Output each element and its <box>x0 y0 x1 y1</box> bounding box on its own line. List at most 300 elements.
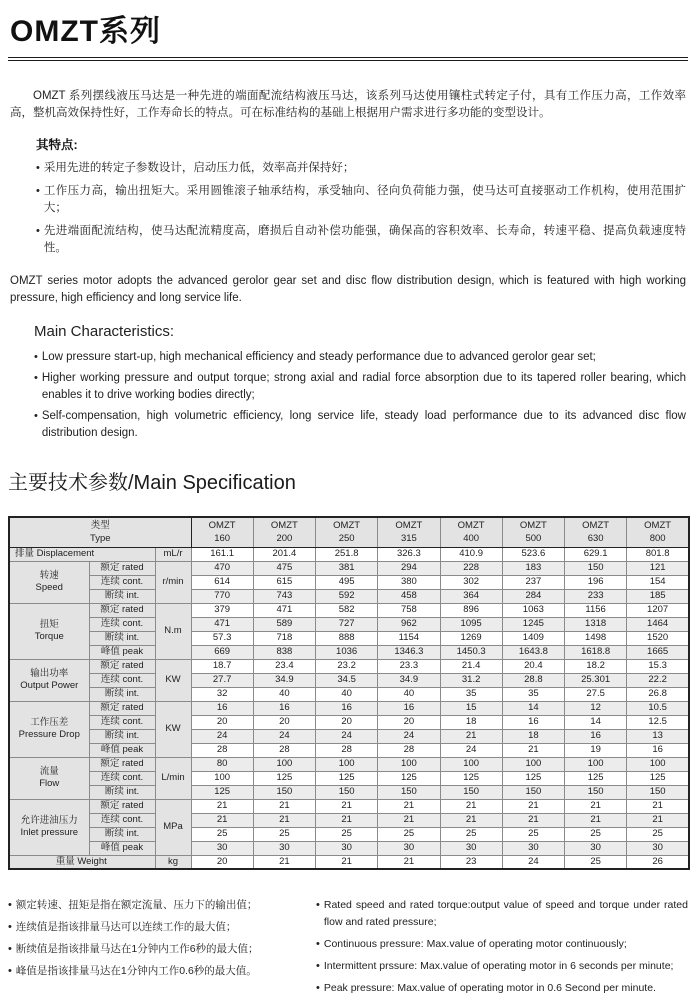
value-cell: 1450.3 <box>440 645 502 659</box>
sub-label-cell: 断续 int. <box>89 729 155 743</box>
table-row <box>9 785 689 799</box>
unit-cell: kg <box>155 855 191 869</box>
value-cell: 150 <box>253 785 315 799</box>
bullet-dot-icon: • <box>316 960 320 972</box>
value-cell: 28 <box>378 743 440 757</box>
value-cell: 13 <box>627 729 689 743</box>
value-cell: 154 <box>627 575 689 589</box>
value-cell: 15 <box>440 701 502 715</box>
value-cell: 100 <box>565 757 627 771</box>
value-cell: 18.7 <box>191 659 253 673</box>
value-cell: 183 <box>502 561 564 575</box>
sub-label-cell: 连续 cont. <box>89 673 155 687</box>
value-cell: 32 <box>191 687 253 701</box>
value-cell: 161.1 <box>191 547 253 561</box>
value-cell: 28 <box>191 743 253 757</box>
value-cell: 30 <box>253 841 315 855</box>
spec-table-head <box>9 517 689 547</box>
sub-label-cell: 额定 rated <box>89 603 155 617</box>
value-cell: 16 <box>627 743 689 757</box>
sub-label-cell: 额定 rated <box>89 701 155 715</box>
value-cell: 21 <box>502 743 564 757</box>
value-cell: 458 <box>378 589 440 603</box>
model-header-cell: OMZT 500 <box>502 517 564 547</box>
value-cell: 302 <box>440 575 502 589</box>
section-label-cell: 流量 Flow <box>9 757 89 799</box>
value-cell: 25 <box>378 827 440 841</box>
value-cell: 20 <box>191 715 253 729</box>
value-cell: 770 <box>191 589 253 603</box>
value-cell: 30 <box>378 841 440 855</box>
value-cell: 10.5 <box>627 701 689 715</box>
value-cell: 18 <box>502 729 564 743</box>
value-cell: 40 <box>253 687 315 701</box>
bullet-dot-icon: • <box>316 899 320 911</box>
bullet-item <box>34 408 686 442</box>
value-cell: 100 <box>316 757 378 771</box>
spec-table-body <box>9 547 689 869</box>
value-cell: 25 <box>565 827 627 841</box>
table-row <box>9 813 689 827</box>
sub-label-cell: 连续 cont. <box>89 813 155 827</box>
sub-label-cell: 断续 int. <box>89 589 155 603</box>
value-cell: 31.2 <box>440 673 502 687</box>
value-cell: 381 <box>316 561 378 575</box>
bullet-dot-icon: • <box>34 410 38 422</box>
value-cell: 24 <box>316 729 378 743</box>
value-cell: 495 <box>316 575 378 589</box>
sub-label-cell: 峰值 peak <box>89 841 155 855</box>
bullet-item <box>36 183 686 217</box>
value-cell: 125 <box>502 771 564 785</box>
value-cell: 1269 <box>440 631 502 645</box>
value-cell: 150 <box>565 785 627 799</box>
value-cell: 379 <box>191 603 253 617</box>
spec-header-row <box>9 517 689 547</box>
value-cell: 1498 <box>565 631 627 645</box>
bullet-item <box>8 941 310 958</box>
spec-section-heading: 主要技术参数/Main Specification <box>8 472 296 494</box>
value-cell: 28.8 <box>502 673 564 687</box>
value-cell: 21 <box>565 813 627 827</box>
bullet-dot-icon: • <box>8 899 12 911</box>
section-label-cell: 排量 Displacement <box>9 547 155 561</box>
value-cell: 21 <box>253 799 315 813</box>
value-cell: 21 <box>378 855 440 869</box>
sub-label-cell: 连续 cont. <box>89 575 155 589</box>
sub-label-cell: 连续 cont. <box>89 715 155 729</box>
bullet-text: 额定转速、扭矩是指在额定流量、压力下的输出值； <box>15 899 258 911</box>
value-cell: 24 <box>502 855 564 869</box>
bullet-item <box>36 160 686 177</box>
sub-label-cell: 额定 rated <box>89 659 155 673</box>
table-row <box>9 603 689 617</box>
value-cell: 962 <box>378 617 440 631</box>
value-cell: 14 <box>502 701 564 715</box>
value-cell: 26.8 <box>627 687 689 701</box>
bullet-text: Peak pressure: Max.value of operating motor in 0.6 Second per minute. <box>323 982 656 994</box>
value-cell: 21 <box>253 855 315 869</box>
bullet-text: 峰值是指该排量马达在1分钟内工作0.6秒的最大值。 <box>15 965 257 977</box>
value-cell: 1095 <box>440 617 502 631</box>
value-cell: 1036 <box>316 645 378 659</box>
value-cell: 125 <box>253 771 315 785</box>
value-cell: 12 <box>565 701 627 715</box>
value-cell: 888 <box>316 631 378 645</box>
sub-label-cell: 连续 cont. <box>89 617 155 631</box>
value-cell: 743 <box>253 589 315 603</box>
value-cell: 380 <box>378 575 440 589</box>
value-cell: 1318 <box>565 617 627 631</box>
value-cell: 125 <box>191 785 253 799</box>
value-cell: 14 <box>565 715 627 729</box>
value-cell: 21 <box>316 813 378 827</box>
value-cell: 1063 <box>502 603 564 617</box>
value-cell: 718 <box>253 631 315 645</box>
value-cell: 20.4 <box>502 659 564 673</box>
value-cell: 23.2 <box>316 659 378 673</box>
value-cell: 1154 <box>378 631 440 645</box>
value-cell: 16 <box>191 701 253 715</box>
value-cell: 30 <box>502 841 564 855</box>
value-cell: 18.2 <box>565 659 627 673</box>
table-row <box>9 617 689 631</box>
sub-label-cell: 峰值 peak <box>89 743 155 757</box>
unit-cell: L/min <box>155 757 191 799</box>
bullet-text: Higher working pressure and output torque; strong axial and radial force absorption due to its tapered roller bearing, which enables it to drive working bodies directly; <box>41 372 686 401</box>
table-row <box>9 743 689 757</box>
value-cell: 28 <box>253 743 315 757</box>
value-cell: 896 <box>440 603 502 617</box>
value-cell: 100 <box>378 757 440 771</box>
bullet-text: 先进端面配流结构，使马达配流精度高，磨损后自动补偿功能强，确保高的容积效率、长寿命，转速平稳、提高负载速度特性。 <box>43 225 686 254</box>
value-cell: 16 <box>253 701 315 715</box>
sub-label-cell: 断续 int. <box>89 687 155 701</box>
value-cell: 1643.8 <box>502 645 564 659</box>
spec-table <box>8 516 690 870</box>
bullet-dot-icon: • <box>36 185 40 197</box>
value-cell: 1409 <box>502 631 564 645</box>
value-cell: 121 <box>627 561 689 575</box>
table-row <box>9 645 689 659</box>
table-row <box>9 673 689 687</box>
value-cell: 523.6 <box>502 547 564 561</box>
value-cell: 284 <box>502 589 564 603</box>
table-row <box>9 631 689 645</box>
value-cell: 24 <box>440 743 502 757</box>
sub-label-cell: 断续 int. <box>89 827 155 841</box>
section-label-cell: 转速 Speed <box>9 561 89 603</box>
value-cell: 150 <box>502 785 564 799</box>
value-cell: 1156 <box>565 603 627 617</box>
bullet-text: Continuous pressure: Max.value of operating motor continuously; <box>323 938 627 950</box>
value-cell: 21 <box>627 813 689 827</box>
value-cell: 1520 <box>627 631 689 645</box>
value-cell: 237 <box>502 575 564 589</box>
table-row <box>9 589 689 603</box>
value-cell: 475 <box>253 561 315 575</box>
bullet-item <box>8 963 310 980</box>
bullet-text: Rated speed and rated torque:output value of speed and torque under rated flow and rated pressure; <box>323 899 688 928</box>
title-rule <box>8 57 688 61</box>
value-cell: 24 <box>253 729 315 743</box>
value-cell: 12.5 <box>627 715 689 729</box>
bullet-dot-icon: • <box>8 921 12 933</box>
value-cell: 100 <box>627 757 689 771</box>
value-cell: 18 <box>440 715 502 729</box>
bullet-dot-icon: • <box>8 965 12 977</box>
value-cell: 125 <box>316 771 378 785</box>
sub-label-cell: 连续 cont. <box>89 771 155 785</box>
value-cell: 727 <box>316 617 378 631</box>
value-cell: 21 <box>440 799 502 813</box>
value-cell: 25 <box>627 827 689 841</box>
value-cell: 21 <box>627 799 689 813</box>
value-cell: 1665 <box>627 645 689 659</box>
value-cell: 35 <box>502 687 564 701</box>
bullet-item <box>316 936 688 953</box>
bullet-item <box>316 958 688 975</box>
value-cell: 21 <box>440 813 502 827</box>
value-cell: 251.8 <box>316 547 378 561</box>
value-cell: 16 <box>565 729 627 743</box>
value-cell: 23 <box>440 855 502 869</box>
value-cell: 28 <box>316 743 378 757</box>
value-cell: 21 <box>565 799 627 813</box>
value-cell: 16 <box>502 715 564 729</box>
bullet-item <box>34 349 686 366</box>
value-cell: 25.301 <box>565 673 627 687</box>
bullet-item <box>316 897 688 931</box>
value-cell: 21.4 <box>440 659 502 673</box>
value-cell: 35 <box>440 687 502 701</box>
value-cell: 471 <box>253 603 315 617</box>
value-cell: 40 <box>316 687 378 701</box>
value-cell: 21 <box>253 813 315 827</box>
table-row <box>9 771 689 785</box>
value-cell: 34.9 <box>378 673 440 687</box>
value-cell: 150 <box>627 785 689 799</box>
footnotes <box>8 897 688 1002</box>
bullet-dot-icon: • <box>316 938 320 950</box>
value-cell: 21 <box>191 813 253 827</box>
model-header-cell: OMZT 800 <box>627 517 689 547</box>
bullet-item <box>36 223 686 257</box>
table-row <box>9 701 689 715</box>
bullet-item <box>8 919 310 936</box>
value-cell: 410.9 <box>440 547 502 561</box>
unit-cell: r/min <box>155 561 191 603</box>
value-cell: 100 <box>502 757 564 771</box>
value-cell: 201.4 <box>253 547 315 561</box>
table-row <box>9 547 689 561</box>
value-cell: 21 <box>502 813 564 827</box>
value-cell: 21 <box>316 799 378 813</box>
value-cell: 125 <box>440 771 502 785</box>
bullet-text: Intermittent prssure: Max.value of operating motor in 6 seconds per minute; <box>323 960 674 972</box>
value-cell: 21 <box>378 813 440 827</box>
features-heading-zh: 其特点: <box>36 138 78 152</box>
bullet-item <box>316 980 688 997</box>
value-cell: 125 <box>378 771 440 785</box>
value-cell: 16 <box>316 701 378 715</box>
section-label-cell: 工作压差 Pressure Drop <box>9 701 89 757</box>
model-header-cell: OMZT 630 <box>565 517 627 547</box>
section-label-cell: 允许进油压力 Inlet pressure <box>9 799 89 855</box>
type-header-cell: 类型 Type <box>9 517 191 547</box>
value-cell: 20 <box>253 715 315 729</box>
value-cell: 185 <box>627 589 689 603</box>
value-cell: 21 <box>316 855 378 869</box>
table-row <box>9 575 689 589</box>
value-cell: 30 <box>565 841 627 855</box>
value-cell: 150 <box>316 785 378 799</box>
unit-cell: mL/r <box>155 547 191 561</box>
bullet-dot-icon: • <box>36 225 40 237</box>
value-cell: 1464 <box>627 617 689 631</box>
bullet-dot-icon: • <box>316 982 320 994</box>
intro-paragraph-en: OMZT series motor adopts the advanced gerolor gear set and disc flow distribution design, which is featured with high working pressure, high efficiency and long service life. <box>10 275 686 304</box>
value-cell: 21 <box>440 729 502 743</box>
value-cell: 100 <box>253 757 315 771</box>
value-cell: 34.9 <box>253 673 315 687</box>
model-header-cell: OMZT 400 <box>440 517 502 547</box>
model-header-cell: OMZT 315 <box>378 517 440 547</box>
bullet-item <box>34 370 686 404</box>
value-cell: 233 <box>565 589 627 603</box>
bullet-dot-icon: • <box>36 162 40 174</box>
model-header-cell: OMZT 160 <box>191 517 253 547</box>
value-cell: 1245 <box>502 617 564 631</box>
bullet-text: 采用先进的转定子参数设计，启动压力低，效率高并保持好； <box>43 162 355 174</box>
table-row <box>9 799 689 813</box>
value-cell: 34.5 <box>316 673 378 687</box>
value-cell: 25 <box>191 827 253 841</box>
model-header-cell: OMZT 250 <box>316 517 378 547</box>
footnotes-zh <box>8 897 310 1002</box>
value-cell: 471 <box>191 617 253 631</box>
value-cell: 21 <box>378 799 440 813</box>
value-cell: 1618.8 <box>565 645 627 659</box>
value-cell: 294 <box>378 561 440 575</box>
value-cell: 228 <box>440 561 502 575</box>
value-cell: 26 <box>627 855 689 869</box>
value-cell: 364 <box>440 589 502 603</box>
value-cell: 27.7 <box>191 673 253 687</box>
table-row <box>9 827 689 841</box>
value-cell: 30 <box>440 841 502 855</box>
table-row <box>9 687 689 701</box>
bullet-text: 断续值是指该排量马达在1分钟内工作6秒的最大值； <box>15 943 259 955</box>
value-cell: 30 <box>316 841 378 855</box>
unit-cell: KW <box>155 701 191 757</box>
value-cell: 21 <box>502 799 564 813</box>
value-cell: 24 <box>191 729 253 743</box>
value-cell: 57.3 <box>191 631 253 645</box>
value-cell: 592 <box>316 589 378 603</box>
intro-paragraph-zh: OMZT 系列摆线液压马达是一种先进的端面配流结构液压马达，该系列马达使用镶柱式转定子付，具有工作压力高，工作效率高，整机高效保持性好，工作寿命长的特点。可在标准结构的基础上根据用户需求进行多功能的变型设计。 <box>10 90 686 119</box>
value-cell: 326.3 <box>378 547 440 561</box>
bullet-dot-icon: • <box>34 351 38 363</box>
value-cell: 25 <box>316 827 378 841</box>
page-title: OMZT系列 <box>10 15 161 48</box>
bullet-dot-icon: • <box>8 943 12 955</box>
table-row <box>9 561 689 575</box>
value-cell: 582 <box>316 603 378 617</box>
value-cell: 25 <box>440 827 502 841</box>
value-cell: 20 <box>316 715 378 729</box>
value-cell: 25 <box>253 827 315 841</box>
value-cell: 125 <box>627 771 689 785</box>
value-cell: 25 <box>502 827 564 841</box>
value-cell: 25 <box>565 855 627 869</box>
sub-label-cell: 断续 int. <box>89 785 155 799</box>
value-cell: 30 <box>191 841 253 855</box>
unit-cell: MPa <box>155 799 191 855</box>
footnotes-en <box>310 897 688 1002</box>
value-cell: 589 <box>253 617 315 631</box>
model-header-cell: OMZT 200 <box>253 517 315 547</box>
table-row <box>9 841 689 855</box>
value-cell: 16 <box>378 701 440 715</box>
features-list-zh <box>36 160 686 257</box>
value-cell: 80 <box>191 757 253 771</box>
value-cell: 30 <box>627 841 689 855</box>
value-cell: 1207 <box>627 603 689 617</box>
bullet-dot-icon: • <box>34 372 38 384</box>
table-row <box>9 715 689 729</box>
value-cell: 40 <box>378 687 440 701</box>
table-row <box>9 855 689 869</box>
sub-label-cell: 额定 rated <box>89 799 155 813</box>
value-cell: 150 <box>565 561 627 575</box>
sub-label-cell: 额定 rated <box>89 561 155 575</box>
value-cell: 615 <box>253 575 315 589</box>
value-cell: 23.4 <box>253 659 315 673</box>
value-cell: 150 <box>378 785 440 799</box>
bullet-text: Self-compensation, high volumetric efficiency, long service life, steady load performance due to its advanced disc flow distribution design. <box>41 410 686 439</box>
value-cell: 24 <box>378 729 440 743</box>
table-row <box>9 757 689 771</box>
value-cell: 1346.3 <box>378 645 440 659</box>
sub-label-cell: 断续 int. <box>89 631 155 645</box>
bullet-text: 工作压力高，输出扭矩大。采用圆锥滚子轴承结构，承受轴向、径向负荷能力强，使马达可直接驱动工作机构，使用范围扩大； <box>43 185 686 214</box>
section-label-cell: 扭矩 Torque <box>9 603 89 659</box>
value-cell: 100 <box>440 757 502 771</box>
value-cell: 614 <box>191 575 253 589</box>
value-cell: 21 <box>191 799 253 813</box>
value-cell: 125 <box>565 771 627 785</box>
section-label-cell: 输出功率 Output Power <box>9 659 89 701</box>
value-cell: 20 <box>191 855 253 869</box>
unit-cell: N.m <box>155 603 191 659</box>
value-cell: 20 <box>378 715 440 729</box>
sub-label-cell: 额定 rated <box>89 757 155 771</box>
value-cell: 196 <box>565 575 627 589</box>
bullet-text: Low pressure start-up, high mechanical efficiency and steady performance due to advanced gerolor gear set; <box>41 351 596 363</box>
value-cell: 23.3 <box>378 659 440 673</box>
value-cell: 27.5 <box>565 687 627 701</box>
value-cell: 838 <box>253 645 315 659</box>
sub-label-cell: 峰值 peak <box>89 645 155 659</box>
value-cell: 22.2 <box>627 673 689 687</box>
value-cell: 801.8 <box>627 547 689 561</box>
section-label-cell: 重量 Weight <box>9 855 155 869</box>
value-cell: 19 <box>565 743 627 757</box>
value-cell: 669 <box>191 645 253 659</box>
value-cell: 629.1 <box>565 547 627 561</box>
value-cell: 470 <box>191 561 253 575</box>
